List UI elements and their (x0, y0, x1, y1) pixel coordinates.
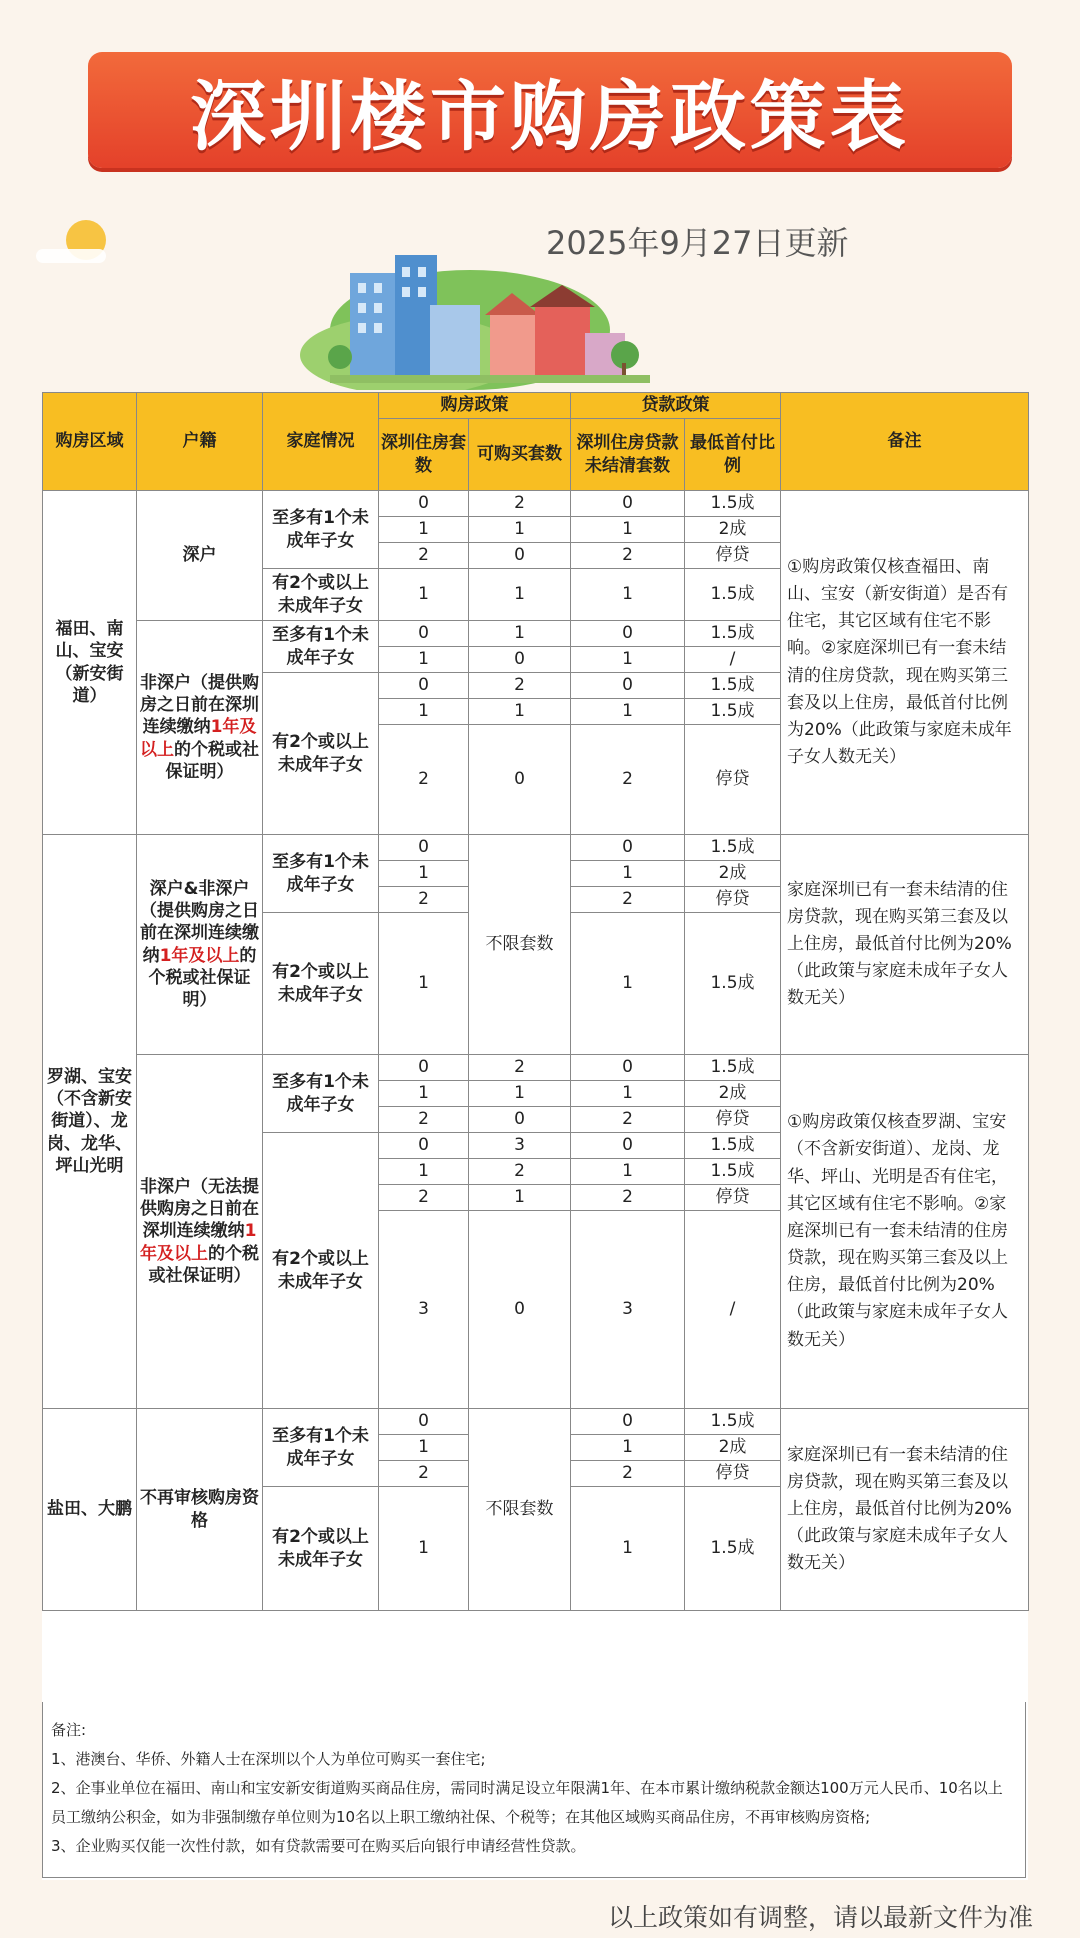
owned-cell: 3 (379, 1211, 469, 1409)
loans-cell: 1 (571, 699, 685, 725)
hukou-cell: 非深户（提供购房之日前在深圳连续缴纳1年及以上的个税或社保证明） (137, 621, 263, 835)
down-cell: 2成 (685, 1081, 781, 1107)
can-buy-cell: 1 (469, 569, 571, 621)
header-family: 家庭情况 (263, 393, 379, 491)
notes-heading: 备注: (51, 1721, 87, 1739)
down-cell: 1.5成 (685, 1133, 781, 1159)
header-region: 购房区域 (43, 393, 137, 491)
loans-cell: 0 (571, 1133, 685, 1159)
owned-cell: 1 (379, 1435, 469, 1461)
family-cell: 有2个或以上未成年子女 (263, 1487, 379, 1611)
owned-cell: 0 (379, 491, 469, 517)
loans-cell: 0 (571, 491, 685, 517)
can-buy-cell: 0 (469, 543, 571, 569)
owned-cell: 1 (379, 647, 469, 673)
policy-table-area (42, 392, 1028, 1880)
down-cell: 停贷 (685, 725, 781, 835)
family-cell: 有2个或以上未成年子女 (263, 913, 379, 1055)
table-row (43, 1055, 1029, 1081)
loans-cell: 2 (571, 887, 685, 913)
owned-cell: 0 (379, 1409, 469, 1435)
loans-cell: 1 (571, 1487, 685, 1611)
can-buy-cell: 不限套数 (469, 1409, 571, 1611)
owned-cell: 1 (379, 913, 469, 1055)
loans-cell: 2 (571, 1461, 685, 1487)
table-row (43, 835, 1029, 861)
table-row (43, 491, 1029, 517)
family-cell: 至多有1个未成年子女 (263, 1409, 379, 1487)
can-buy-cell: 1 (469, 517, 571, 543)
down-cell: 1.5成 (685, 699, 781, 725)
page-title: 深圳楼市购房政策表 (190, 71, 910, 161)
can-buy-cell: 0 (469, 725, 571, 835)
down-cell: 1.5成 (685, 491, 781, 517)
hukou-cell: 不再审核购房资格 (137, 1409, 263, 1611)
region-cell: 福田、南山、宝安（新安街道） (43, 491, 137, 835)
down-cell: 停贷 (685, 887, 781, 913)
header-loans: 深圳住房贷款未结清套数 (571, 419, 685, 491)
down-cell: 1.5成 (685, 1487, 781, 1611)
header-can-buy: 可购买套数 (469, 419, 571, 491)
can-buy-cell: 1 (469, 1185, 571, 1211)
loans-cell: 1 (571, 861, 685, 887)
down-cell: 1.5成 (685, 835, 781, 861)
down-cell: 2成 (685, 1435, 781, 1461)
owned-cell: 0 (379, 621, 469, 647)
owned-cell: 2 (379, 1185, 469, 1211)
sun-icon (36, 220, 106, 263)
loans-cell: 1 (571, 569, 685, 621)
family-cell: 有2个或以上未成年子女 (263, 1133, 379, 1409)
loans-cell: 1 (571, 647, 685, 673)
loans-cell: 1 (571, 1435, 685, 1461)
down-cell: 停贷 (685, 1461, 781, 1487)
can-buy-cell: 2 (469, 491, 571, 517)
region-cell: 罗湖、宝安（不含新安街道）、龙岗、龙华、坪山光明 (43, 835, 137, 1409)
family-cell: 至多有1个未成年子女 (263, 1055, 379, 1133)
owned-cell: 0 (379, 1133, 469, 1159)
down-cell: / (685, 647, 781, 673)
down-cell: 1.5成 (685, 1055, 781, 1081)
note-item: 2、企事业单位在福田、南山和宝安新安街道购买商品住房，需同时满足设立年限满1年、在本市累计缴纳税款金额达100万元人民币、10名以上员工缴纳公积金，如为非强制缴存单位则为10名以上职工缴纳社保、个税等；在其他区域购买商品住房，不再审核购房资格; (51, 1779, 1003, 1826)
header-row (43, 393, 1029, 419)
header-owned: 深圳住房套数 (379, 419, 469, 491)
loans-cell: 0 (571, 621, 685, 647)
loans-cell: 2 (571, 725, 685, 835)
region-cell: 盐田、大鹏 (43, 1409, 137, 1611)
owned-cell: 0 (379, 673, 469, 699)
down-cell: 2成 (685, 517, 781, 543)
loans-cell: 1 (571, 1159, 685, 1185)
loans-cell: 1 (571, 517, 685, 543)
owned-cell: 1 (379, 569, 469, 621)
header-buy-policy: 购房政策 (379, 393, 571, 419)
owned-cell: 2 (379, 887, 469, 913)
owned-cell: 1 (379, 1487, 469, 1611)
can-buy-cell: 不限套数 (469, 835, 571, 1055)
family-cell: 至多有1个未成年子女 (263, 835, 379, 913)
loans-cell: 1 (571, 1081, 685, 1107)
loans-cell: 0 (571, 673, 685, 699)
down-cell: 1.5成 (685, 913, 781, 1055)
down-cell: 停贷 (685, 543, 781, 569)
owned-cell: 2 (379, 1461, 469, 1487)
can-buy-cell: 0 (469, 647, 571, 673)
remark-cell: 家庭深圳已有一套未结清的住房贷款，现在购买第三套及以上住房，最低首付比例为20%（此政策与家庭未成年子女人数无关） (781, 835, 1029, 1055)
down-cell: 1.5成 (685, 1409, 781, 1435)
owned-cell: 1 (379, 861, 469, 887)
loans-cell: 3 (571, 1211, 685, 1409)
remark-cell: 家庭深圳已有一套未结清的住房贷款，现在购买第三套及以上住房，最低首付比例为20%（此政策与家庭未成年子女人数无关） (781, 1409, 1029, 1611)
can-buy-cell: 2 (469, 1055, 571, 1081)
down-cell: 1.5成 (685, 621, 781, 647)
notes-section (42, 1702, 1026, 1878)
owned-cell: 0 (379, 835, 469, 861)
hukou-cell: 深户&非深户（提供购房之日前在深圳连续缴纳1年及以上的个税或社保证明） (137, 835, 263, 1055)
down-cell: / (685, 1211, 781, 1409)
note-item: 3、企业购买仅能一次性付款，如有贷款需要可在购买后向银行申请经营性贷款。 (51, 1837, 586, 1855)
can-buy-cell: 0 (469, 1107, 571, 1133)
table-row (43, 1409, 1029, 1435)
can-buy-cell: 2 (469, 673, 571, 699)
family-cell: 有2个或以上未成年子女 (263, 569, 379, 621)
can-buy-cell: 1 (469, 1081, 571, 1107)
update-date: 2025年9月27日更新 (546, 224, 849, 262)
owned-cell: 2 (379, 543, 469, 569)
down-cell: 1.5成 (685, 673, 781, 699)
hukou-cell: 非深户（无法提供购房之日前在深圳连续缴纳1年及以上的个税或社保证明） (137, 1055, 263, 1409)
owned-cell: 1 (379, 1159, 469, 1185)
owned-cell: 1 (379, 699, 469, 725)
remark-cell: ①购房政策仅核查罗湖、宝安（不含新安街道）、龙岗、龙华、坪山、光明是否有住宅，其它区域有住宅不影响。②家庭深圳已有一套未结清的住房贷款，现在购买第三套及以上住房，最低首付比例为20%（此政策与家庭未成年子女人数无关） (781, 1055, 1029, 1409)
loans-cell: 0 (571, 1409, 685, 1435)
loans-cell: 2 (571, 543, 685, 569)
family-cell: 至多有1个未成年子女 (263, 491, 379, 569)
note-item: 1、港澳台、华侨、外籍人士在深圳以个人为单位可购买一套住宅; (51, 1750, 486, 1768)
hukou-cell: 深户 (137, 491, 263, 621)
header-loan-policy: 贷款政策 (571, 393, 781, 419)
remark-cell: ①购房政策仅核查福田、南山、宝安（新安街道）是否有住宅，其它区域有住宅不影响。②家庭深圳已有一套未结清的住房贷款，现在购买第三套及以上住房，最低首付比例为20%（此政策与家庭未成年子女人数无关） (781, 491, 1029, 835)
loans-cell: 2 (571, 1107, 685, 1133)
can-buy-cell: 0 (469, 1211, 571, 1409)
owned-cell: 2 (379, 725, 469, 835)
owned-cell: 1 (379, 517, 469, 543)
footer-note: 以上政策如有调整，请以最新文件为准 (608, 1903, 1034, 1932)
down-cell: 2成 (685, 861, 781, 887)
loans-cell: 1 (571, 913, 685, 1055)
loans-cell: 2 (571, 1185, 685, 1211)
down-cell: 停贷 (685, 1107, 781, 1133)
down-cell: 1.5成 (685, 1159, 781, 1185)
header-hukou: 户籍 (137, 393, 263, 491)
loans-cell: 0 (571, 1055, 685, 1081)
owned-cell: 1 (379, 1081, 469, 1107)
down-cell: 1.5成 (685, 569, 781, 621)
can-buy-cell: 3 (469, 1133, 571, 1159)
owned-cell: 2 (379, 1107, 469, 1133)
loans-cell: 0 (571, 835, 685, 861)
title-banner (88, 52, 1012, 168)
can-buy-cell: 1 (469, 699, 571, 725)
family-cell: 有2个或以上未成年子女 (263, 673, 379, 835)
header-down-payment: 最低首付比例 (685, 419, 781, 491)
owned-cell: 0 (379, 1055, 469, 1081)
can-buy-cell: 2 (469, 1159, 571, 1185)
can-buy-cell: 1 (469, 621, 571, 647)
policy-table (42, 392, 1029, 1611)
down-cell: 停贷 (685, 1185, 781, 1211)
family-cell: 至多有1个未成年子女 (263, 621, 379, 673)
header-remarks: 备注 (781, 393, 1029, 491)
